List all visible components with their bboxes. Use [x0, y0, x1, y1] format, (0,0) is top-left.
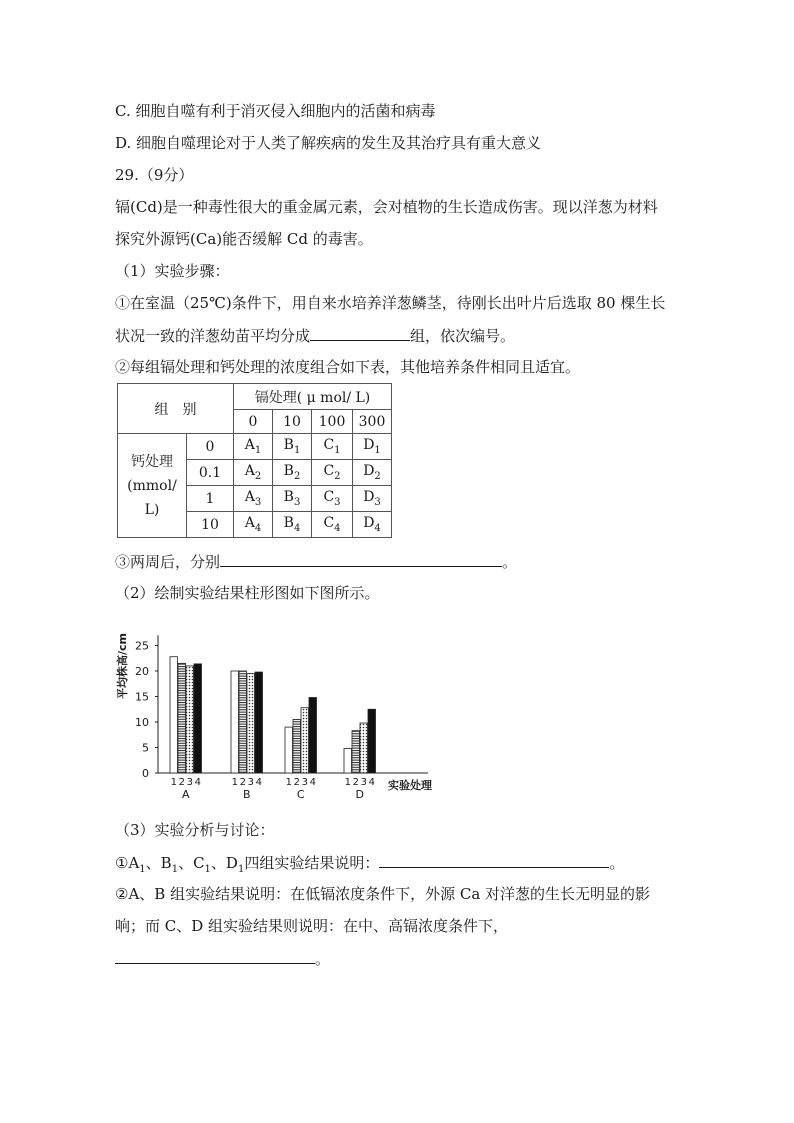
subcategory-label: 3 [247, 777, 254, 788]
table-ca-label [118, 434, 187, 538]
bar [255, 672, 263, 773]
ca-label-1: 钙处理 [131, 453, 173, 470]
step-3-text-after: 。 [502, 553, 518, 571]
subcategory-label: 4 [255, 777, 262, 788]
category-label: D [355, 788, 364, 801]
bar [194, 664, 202, 773]
step-2: ②每组镉处理和钙处理的浓度组合如下表，其他培养条件相同且适宜。 [115, 358, 581, 376]
subcategory-label: 2 [352, 777, 359, 788]
option-c: C. 细胞自噬有利于消灭侵入细胞内的活菌和病毒 [115, 102, 436, 120]
step-1-line-b [115, 324, 515, 347]
analysis-4: 。 [115, 947, 330, 970]
step-3-text-before: ③两周后，分别 [115, 553, 221, 571]
step-1-text-after: 组，依次编号。 [410, 327, 516, 345]
step-1-line-a: ①在室温（25℃)条件下，用自来水培养洋葱鳞茎，待刚长出叶片后选取 80 棵生长 [115, 294, 666, 312]
analysis-2: ②A、B 组实验结果说明：在低镉浓度条件下，外源 Ca 对洋葱的生长无明显的影 [115, 885, 651, 903]
bar [352, 731, 360, 773]
y-tick-label: 0 [142, 767, 149, 780]
answer-blank-analysis-2[interactable] [115, 947, 315, 964]
cd-level-10: 10 [273, 410, 312, 434]
table-group-label: 组 别 [118, 384, 234, 434]
part-2: （2）绘制实验结果柱形图如下图所示。 [115, 584, 380, 602]
y-tick-label: 25 [135, 639, 149, 653]
bar [247, 674, 255, 773]
ca-level: 0 [187, 434, 234, 460]
bar-chart [110, 618, 450, 808]
treatment-table [117, 383, 392, 538]
y-tick-label: 15 [135, 690, 149, 704]
table-cell: $A_4$ [234, 512, 273, 538]
table-cd-header: 镉处理( μ mol/ L) [234, 384, 392, 410]
question-number: 29.（9分） [115, 166, 194, 184]
bar [170, 657, 178, 773]
table-cell: $A_1$ [234, 434, 273, 460]
bar [309, 698, 317, 773]
bar [178, 663, 186, 773]
table-cell: $D_1$ [353, 434, 392, 460]
bar [301, 708, 309, 773]
cd-level-0: 0 [234, 410, 273, 434]
subcategory-label: 4 [194, 777, 201, 788]
table-cell: $C_3$ [312, 486, 353, 512]
y-tick-label: 20 [135, 665, 149, 678]
bar [285, 727, 293, 773]
ca-label-2: (mmol/ [127, 477, 177, 494]
category-label: B [242, 788, 251, 801]
subcategory-label: 2 [239, 777, 246, 788]
table-cell: $D_2$ [353, 460, 392, 486]
table-cell: $C_2$ [312, 460, 353, 486]
table-cell: $C_4$ [312, 512, 353, 538]
subcategory-label: 1 [231, 777, 238, 788]
option-d: D. 细胞自噬理论对于人类了解疾病的发生及其治疗具有重大意义 [115, 134, 542, 152]
cd-level-300: 300 [353, 410, 392, 434]
subcategory-label: 1 [285, 777, 292, 788]
table-cell: $C_1$ [312, 434, 353, 460]
subcategory-label: 3 [301, 777, 308, 788]
bar [239, 671, 247, 773]
ca-level: 0.1 [187, 460, 234, 486]
step-1-text-before: 状况一致的洋葱幼苗平均分成 [115, 327, 311, 345]
table-cell: $B_2$ [273, 460, 312, 486]
analysis-1: $①A_1$、$B_1$、$C_1$、$D_1$四组实验结果说明： 。 [115, 851, 624, 881]
ca-label-3: L) [144, 501, 160, 518]
bar [186, 666, 194, 773]
bar [360, 723, 368, 773]
answer-blank-measure[interactable] [220, 550, 502, 567]
bar [344, 749, 352, 773]
subcategory-label: 2 [293, 777, 300, 788]
table-cell: $D_4$ [353, 512, 392, 538]
bar [231, 671, 239, 773]
y-tick-label: 10 [135, 716, 149, 729]
subcategory-label: 3 [186, 777, 193, 788]
table-cell: $B_1$ [273, 434, 312, 460]
intro-line-2: 探究外源钙(Ca)能否缓解 Cd 的毒害。 [115, 230, 373, 248]
ca-level: 1 [187, 486, 234, 512]
table-cell: $A_2$ [234, 460, 273, 486]
y-tick-label: 5 [142, 741, 149, 755]
part-3: （3）实验分析与讨论： [115, 821, 275, 839]
bar [293, 719, 301, 773]
y-axis-label: 平均株高/cm [116, 633, 129, 699]
answer-blank-analysis-1[interactable] [379, 851, 609, 868]
subcategory-label: 3 [360, 777, 367, 788]
category-label: A [181, 788, 190, 801]
answer-blank-group-count[interactable] [310, 324, 410, 341]
analysis-3: 响；而 C、D 组实验结果则说明：在中、高镉浓度条件下， [115, 917, 509, 935]
table-cell: $B_4$ [273, 512, 312, 538]
subcategory-label: 1 [170, 777, 177, 788]
subcategory-label: 4 [309, 777, 316, 788]
bar [368, 709, 376, 773]
steps-heading: （1）实验步骤： [115, 262, 230, 280]
intro-line-1: 镉(Cd)是一种毒性很大的重金属元素，会对植物的生长造成伤害。现以洋葱为材料 [115, 198, 658, 216]
subcategory-label: 2 [178, 777, 185, 788]
x-axis-label: 实验处理 [388, 779, 432, 792]
ca-level: 10 [187, 512, 234, 538]
category-label: C [296, 788, 305, 801]
table-cell: $D_3$ [353, 486, 392, 512]
table-cell: $A_3$ [234, 486, 273, 512]
table-cell: $B_3$ [273, 486, 312, 512]
subcategory-label: 4 [368, 777, 375, 788]
subcategory-label: 1 [344, 777, 351, 788]
step-3 [115, 550, 517, 573]
cd-level-100: 100 [312, 410, 353, 434]
